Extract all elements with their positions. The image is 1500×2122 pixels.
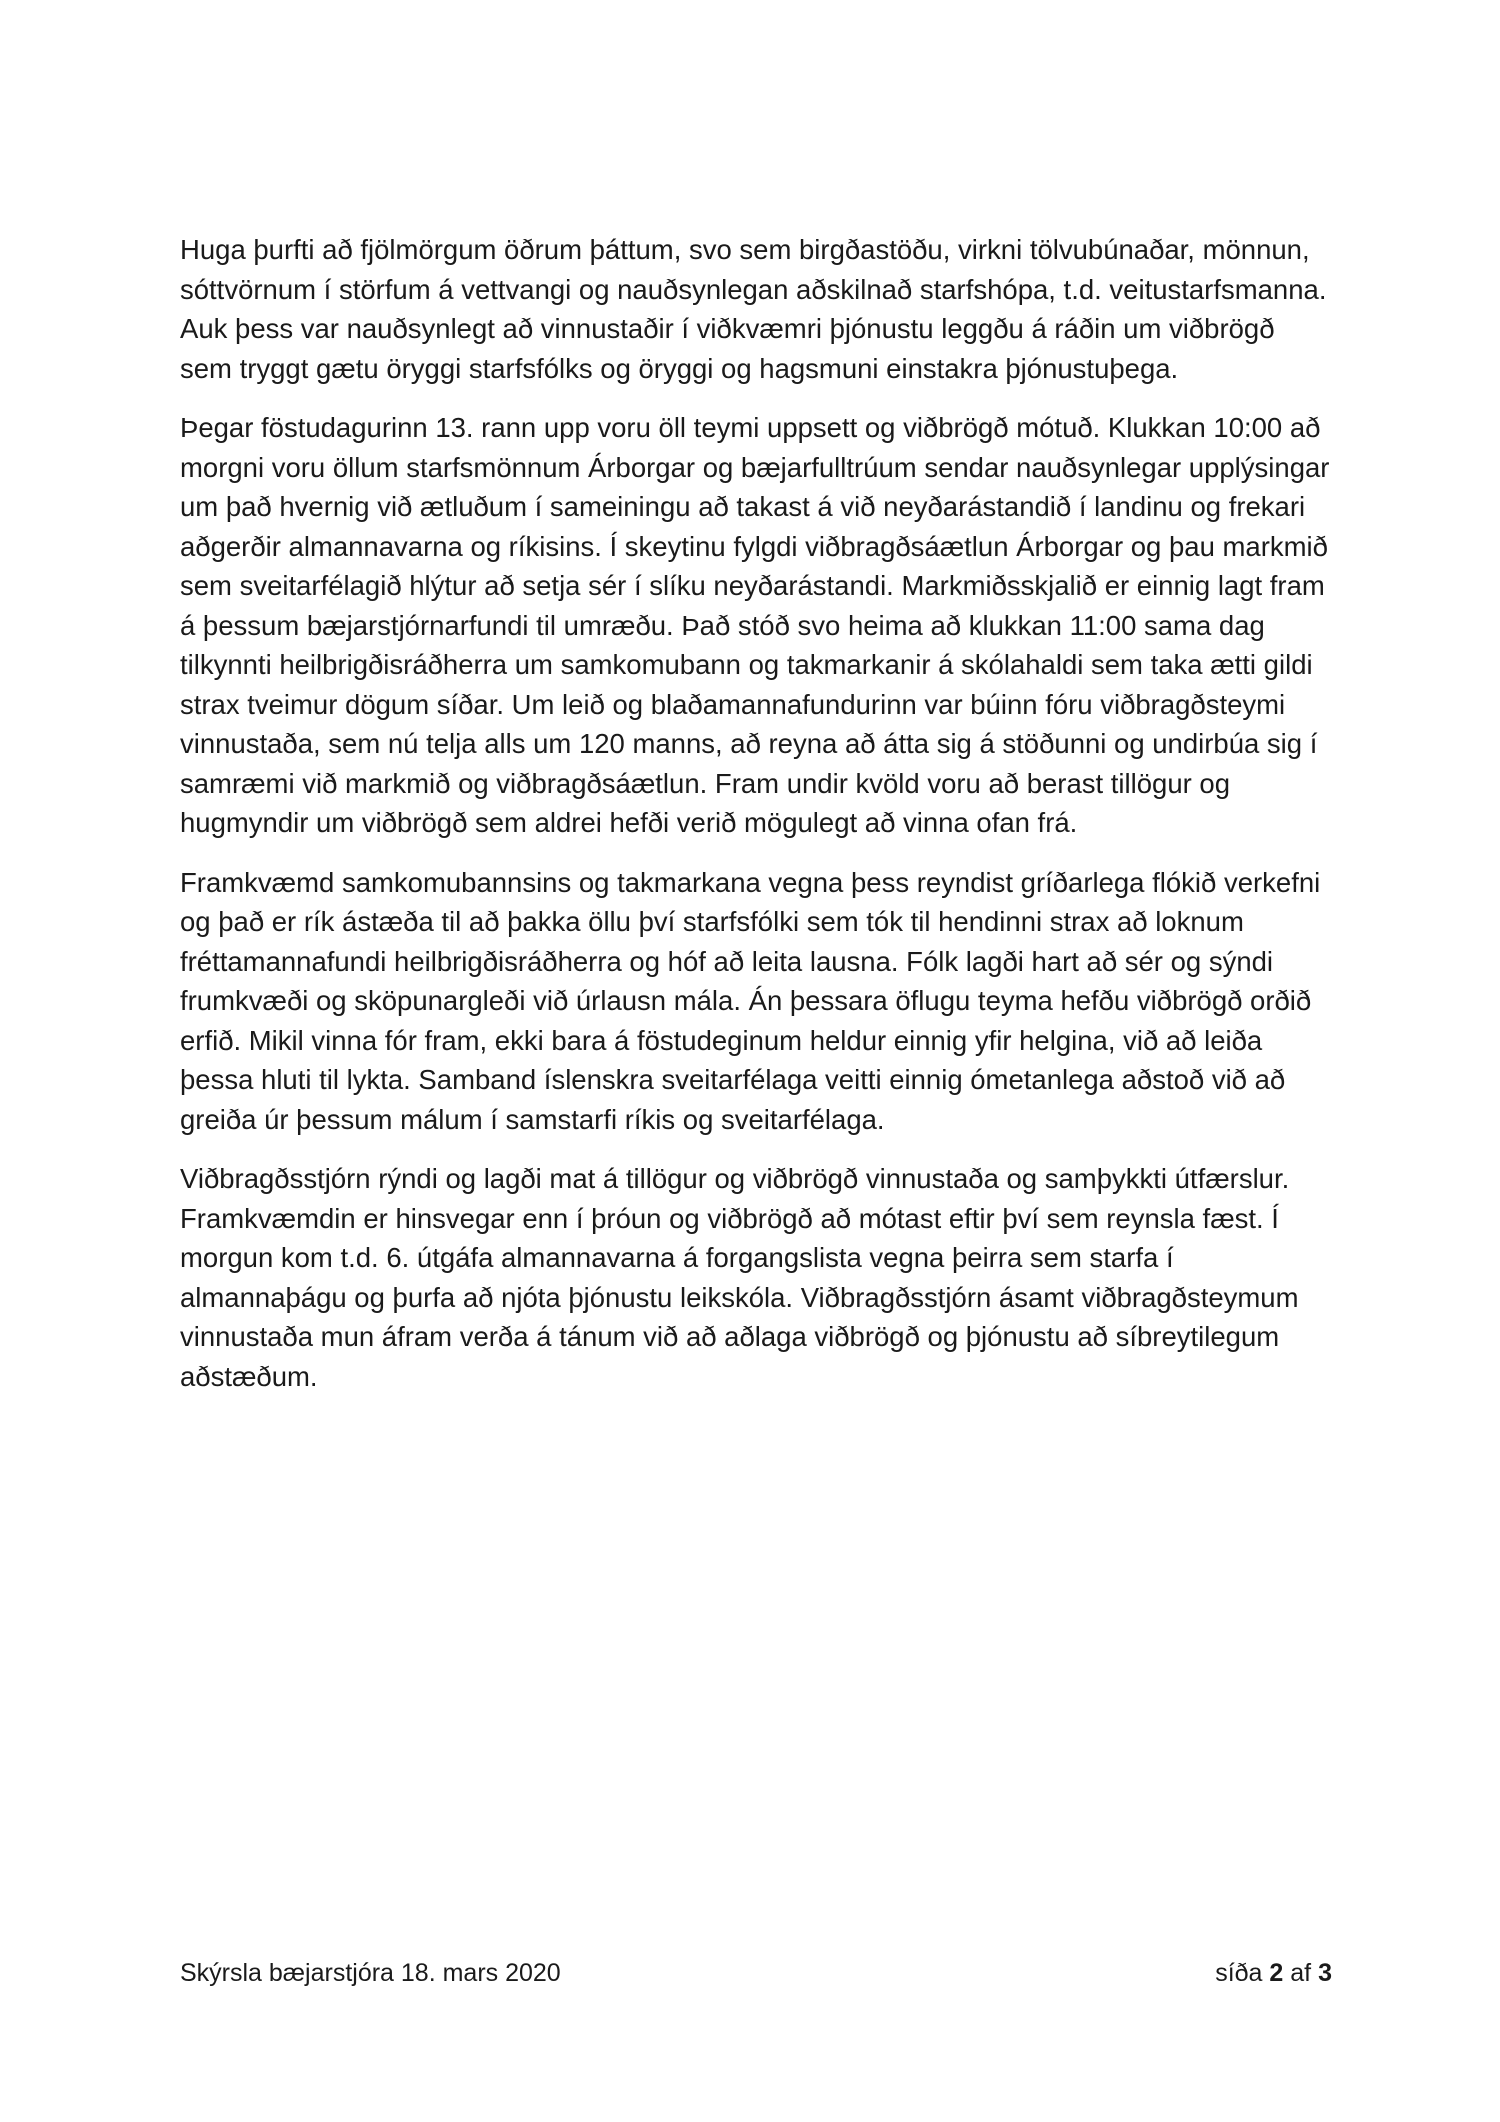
footer-report-title: Skýrsla bæjarstjóra 18. mars 2020: [180, 1959, 561, 1987]
page-number-prefix: síða: [1215, 1959, 1263, 1987]
document-body: [180, 230, 1332, 1416]
page-number-current: 2: [1269, 1959, 1284, 1987]
page-number: [1215, 1953, 1332, 1993]
paragraph-1: Huga þurfti að fjölmörgum öðrum þáttum, svo sem birgðastöðu, virkni tölvubúnaðar, mönnun, sóttvörnum í störfum á vettvangi og nauðsynlegan aðskilnað starfshópa, t.d. veitustarfsmanna. Auk þess var nauðsynlegt að vinnustaðir í viðkvæmri þjónustu leggðu á ráðin um viðbrögð sem tryggt gætu öryggi starfsfólks og öryggi og hagsmuni einstakra þjónustuþega.: [180, 234, 1327, 384]
page-number-separator: af: [1290, 1959, 1312, 1987]
page-number-total: 3: [1318, 1959, 1332, 1987]
page-footer: [180, 1953, 1332, 1993]
paragraph-2: Þegar föstudagurinn 13. rann upp voru öll teymi uppsett og viðbrögð mótuð. Klukkan 10:00 að morgni voru öllum starfsmönnum Árborgar og bæjarfulltrúum sendar nauðsynlegar upplýsingar um það hvernig við ætluðum í sameiningu að takast á við neyðarástandið í landinu og frekari aðgerðir almannavarna og ríkisins. Í skeytinu fylgdi viðbragðsáætlun Árborgar og þau markmið sem sveitarfélagið hlýtur að setja sér í slíku neyðarástandi. Markmiðsskjalið er einnig lagt fram á þessum bæjarstjórnarfundi til umræðu. Það stóð svo heima að klukkan 11:00 sama dag tilkynnti heilbrigðisráðherra um samkomubann og takmarkanir á skólahaldi sem taka ætti gildi strax tveimur dögum síðar. Um leið og blaðamannafundurinn var búinn fóru viðbragðsteymi vinnustaða, sem nú telja alls um 120 manns, að reyna að átta sig á stöðunni og undirbúa sig í samræmi við markmið og viðbragðsáætlun. Fram undir kvöld voru að berast tillögur og hugmyndir um viðbrögð sem aldrei hefði verið mögulegt að vinna ofan frá.: [180, 412, 1330, 838]
paragraph-4: Viðbragðsstjórn rýndi og lagði mat á tillögur og viðbrögð vinnustaða og samþykkti útfærslur. Framkvæmdin er hinsvegar enn í þróun og viðbrögð að mótast eftir því sem reynsla fæst. Í morgun kom t.d. 6. útgáfa almannavarna á forgangslista vegna þeirra sem starfa í almannaþágu og þurfa að njóta þjónustu leikskóla. Viðbragðsstjórn ásamt viðbragðsteymum vinnustaða mun áfram verða á tánum við að aðlaga viðbrögð og þjónustu að síbreytilegum aðstæðum.: [180, 1163, 1299, 1392]
paragraph-3: Framkvæmd samkomubannsins og takmarkana vegna þess reyndist gríðarlega flókið verkefni og það er rík ástæða til að þakka öllu því starfsfólki sem tók til hendinni strax að loknum fréttamannafundi heilbrigðisráðherra og hóf að leita lausna. Fólk lagði hart að sér og sýndi frumkvæði og sköpunargleði við úrlausn mála. Án þessara öflugu teyma hefðu viðbrögð orðið erfið. Mikil vinna fór fram, ekki bara á föstudeginum heldur einnig yfir helgina, við að leiða þessa hluti til lykta. Samband íslenskra sveitarfélaga veitti einnig ómetanlega aðstoð við að greiða úr þessum málum í samstarfi ríkis og sveitarfélaga.: [180, 866, 1321, 1135]
